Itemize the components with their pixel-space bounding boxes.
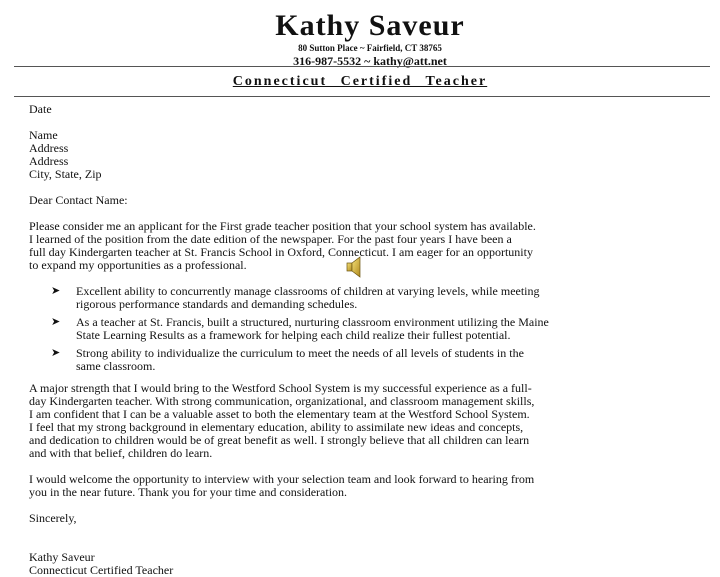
intro-paragraph: Please consider me an applicant for the First grade teacher position that your school system has available. I learned of the position from the date edition of the newspaper. For the past four years I have been a full day Kindergarten teacher at St. Francis School in Oxford, Connecticut. I am eager for an opportunity to expand my opportunities as a professional. [29,219,536,272]
recipient-block [29,129,694,181]
list-item: ➤ Excellent ability to concurrently manage classrooms of children at varying levels, while meeting rigorous performance standards and demanding schedules. [51,284,540,311]
qualification-list [47,285,694,373]
arrowhead-bullet-icon: ➤ [51,347,61,359]
list-item: ➤ Strong ability to individualize the curriculum to meet the needs of all levels of students in the same classroom. [51,346,524,373]
header-rule-top [14,66,710,67]
signature-title: Connecticut Certified Teacher [29,563,174,577]
closing-paragraph: I would welcome the opportunity to interview with your selection team and look forward to hearing from you in the near future. Thank you for your time and consideration. [29,472,535,499]
strength-paragraph: A major strength that I would bring to the Westford School System is my successful experience as a full- day Kindergarten teacher. With strong communication, organizational, and classroom management skills, I am confident that I can be a valuable asset to both the elementary team at the Westford School System. I feel that my strong background in elementary education, ability to assimilate new ideas and concepts, and dedication to children would be of great benefit as well. I strongly believe that all children can learn and with that belief, children do learn. [29,381,535,460]
signature-name: Kathy Saveur [29,550,95,564]
letter-body [29,103,694,577]
sender-contact: 316-987-5532 ~ kathy@att.net [293,54,447,68]
closing: Sincerely, [29,511,77,525]
header-rule-bottom [14,96,710,97]
list-item: ➤ As a teacher at St. Francis, built a structured, nurturing classroom environment utilizing the Maine State Learning Results as a framework for helping each child realize their fullest potential. [51,315,549,342]
recipient-line: Address [29,154,69,168]
speaker-icon[interactable] [346,256,364,278]
arrowhead-bullet-icon: ➤ [51,285,61,297]
letterhead [220,10,520,68]
arrowhead-bullet-icon: ➤ [51,316,61,328]
sender-name: Kathy Saveur [275,9,465,42]
sender-address: 80 Sutton Place ~ Fairfield, CT 38765 [298,43,442,53]
salutation: Dear Contact Name: [29,193,128,207]
signature-block [29,551,694,577]
recipient-line: City, State, Zip [29,167,102,181]
document-title: Connecticut Certified Teacher [232,74,488,89]
recipient-line: Address [29,141,69,155]
recipient-line: Name [29,128,58,142]
letter-date: Date [29,102,52,116]
